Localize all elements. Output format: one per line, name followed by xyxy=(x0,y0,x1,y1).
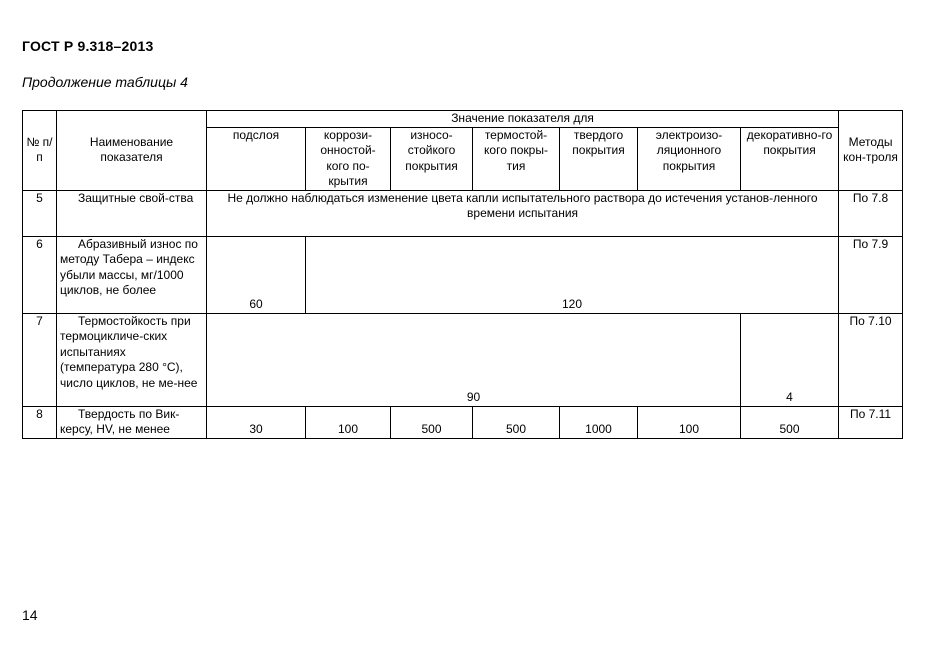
header-sub-decorative: декоративно-го покрытия xyxy=(741,127,839,190)
row-value: 100 xyxy=(306,406,391,438)
header-number: № п/п xyxy=(23,111,57,191)
row-value: 500 xyxy=(473,406,560,438)
header-sub-wear: износо-стойкого покрытия xyxy=(391,127,473,190)
row-method: По 7.8 xyxy=(839,190,903,236)
row-value: 100 xyxy=(638,406,741,438)
row-value: 1000 xyxy=(560,406,638,438)
row-method: По 7.11 xyxy=(839,406,903,438)
row-name: Твердость по Вик-керсу, HV, не менее xyxy=(57,406,207,438)
page-number: 14 xyxy=(22,607,38,623)
row-number: 5 xyxy=(23,190,57,236)
table-row xyxy=(23,406,903,438)
header-sub-thermal: термостой-кого покры-тия xyxy=(473,127,560,190)
table-row xyxy=(23,190,903,236)
header-sub-hard: твердого покрытия xyxy=(560,127,638,190)
table-row xyxy=(23,313,903,406)
row-value: 500 xyxy=(391,406,473,438)
row-method: По 7.9 xyxy=(839,236,903,313)
row-name: Абразивный износ по методу Табера – индекс убыли массы, мг/1000 циклов, не более xyxy=(57,236,207,313)
row-number: 7 xyxy=(23,313,57,406)
row-value: 500 xyxy=(741,406,839,438)
header-row-1 xyxy=(23,111,903,128)
header-value-group: Значение показателя для xyxy=(207,111,839,128)
header-sub-corrosion: коррози-онностой-кого по-крытия xyxy=(306,127,391,190)
row-value: 30 xyxy=(207,406,306,438)
row-value-main: 90 xyxy=(207,313,741,406)
specification-table xyxy=(22,110,903,439)
header-methods: Методы кон-троля xyxy=(839,111,903,191)
row-value-text: Не должно наблюдаться изменение цвета капли испытательного раствора до истечения установ-ленного времени испытания xyxy=(207,190,839,236)
table-row xyxy=(23,236,903,313)
row-name: Термостойкость при термоцикличе-ских испытаниях (температура 280 °C), число циклов, не ме-нее xyxy=(57,313,207,406)
row-value-others: 120 xyxy=(306,236,839,313)
row-number: 8 xyxy=(23,406,57,438)
row-method: По 7.10 xyxy=(839,313,903,406)
document-title: ГОСТ Р 9.318–2013 xyxy=(22,38,154,54)
table-caption: Продолжение таблицы 4 xyxy=(22,74,188,90)
row-number: 6 xyxy=(23,236,57,313)
row-value-underlayer: 60 xyxy=(207,236,306,313)
header-sub-underlayer: подслоя xyxy=(207,127,306,190)
row-name: Защитные свой-ства xyxy=(57,190,207,236)
header-name: Наименование показателя xyxy=(57,111,207,191)
row-value-decorative: 4 xyxy=(741,313,839,406)
header-sub-insulating: электроизо-ляционного покрытия xyxy=(638,127,741,190)
